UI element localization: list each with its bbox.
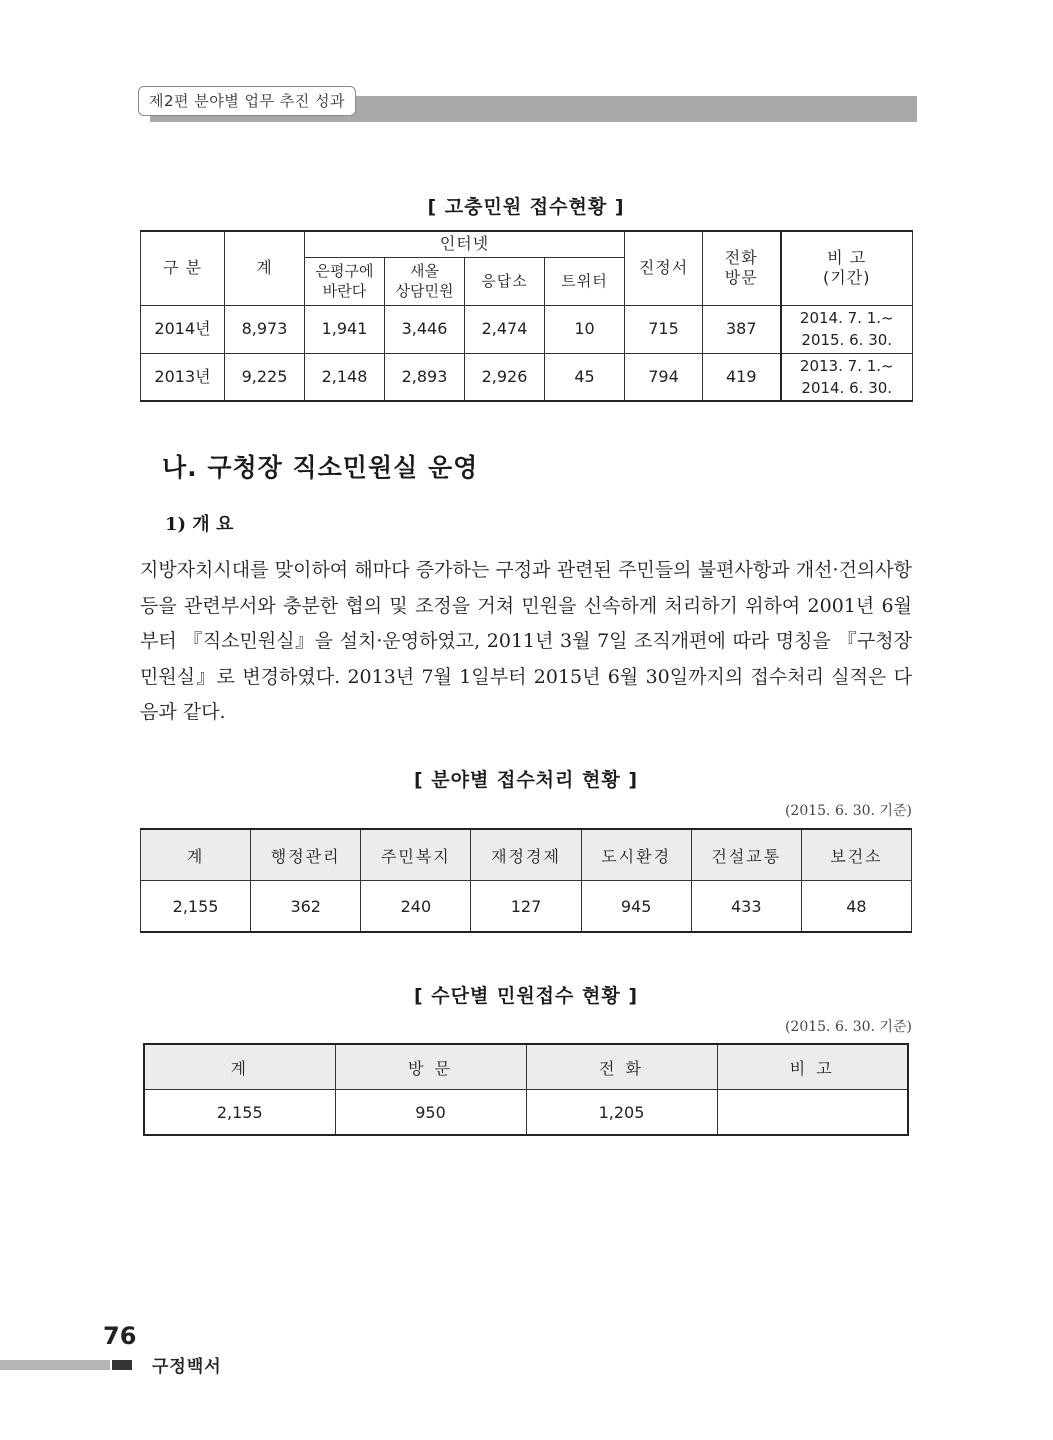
footer-bar	[0, 1360, 110, 1370]
header-internet-sub: 트위터	[545, 257, 625, 305]
header-internet-sub: 새올 상담민원	[385, 257, 465, 305]
value-cell: 2,155	[141, 881, 251, 933]
header-cell: 계	[141, 829, 251, 881]
value-cell: 240	[361, 881, 471, 933]
method-table	[143, 1043, 909, 1136]
header-total: 계	[225, 231, 305, 305]
row-year: 2014년	[141, 305, 225, 353]
section-tab: 제2편 분야별 업무 추진 성과	[138, 86, 356, 116]
row-value: 10	[545, 305, 625, 353]
row-value: 2,893	[385, 353, 465, 401]
table-row	[141, 305, 913, 353]
row-value: 2,926	[465, 353, 545, 401]
complaint-table	[140, 230, 913, 402]
table2-basis: (2015. 6. 30. 기준)	[784, 803, 912, 819]
row-total: 9,225	[225, 353, 305, 401]
table-row	[144, 1090, 908, 1136]
row-value: 45	[545, 353, 625, 401]
table2-caption: [ 분야별 접수처리 현황 ]	[413, 769, 638, 791]
value-cell: 945	[581, 881, 691, 933]
book-title: 구정백서	[152, 1357, 222, 1377]
table3-caption: [ 수단별 민원접수 현황 ]	[413, 985, 638, 1007]
header-cell: 주민복지	[361, 829, 471, 881]
header-cell: 방 문	[335, 1044, 526, 1090]
row-phone-visit: 419	[703, 353, 781, 401]
row-value: 2,474	[465, 305, 545, 353]
table-row	[141, 353, 913, 401]
row-value: 3,446	[385, 305, 465, 353]
row-petition: 794	[625, 353, 703, 401]
header-petition: 진정서	[625, 231, 703, 305]
header-cell: 비 고	[717, 1044, 908, 1090]
header-remarks: 비 고 (기간)	[781, 231, 913, 305]
header-internet-sub: 응답소	[465, 257, 545, 305]
header-internet-sub: 은평구에 바란다	[305, 257, 385, 305]
value-cell: 433	[691, 881, 801, 933]
row-period: 2014. 7. 1.~ 2015. 6. 30.	[781, 305, 913, 353]
row-phone-visit: 387	[703, 305, 781, 353]
value-cell: 48	[801, 881, 911, 933]
header-category: 구 분	[141, 231, 225, 305]
table-row	[141, 881, 912, 933]
header-phone-visit: 전화 방문	[703, 231, 781, 305]
row-petition: 715	[625, 305, 703, 353]
field-table	[140, 828, 912, 933]
header-cell: 행정관리	[251, 829, 361, 881]
footer-square	[112, 1360, 132, 1370]
header-internet: 인터넷	[305, 231, 625, 257]
row-year: 2013년	[141, 353, 225, 401]
value-cell: 127	[471, 881, 581, 933]
section-title: 나. 구청장 직소민원실 운영	[162, 453, 479, 482]
header-cell: 계	[144, 1044, 335, 1090]
row-total: 8,973	[225, 305, 305, 353]
row-value: 1,941	[305, 305, 385, 353]
body-paragraph: 지방자치시대를 맞이하여 해마다 증가하는 구정과 관련된 주민들의 불편사항과 개선·건의사항 등을 관련부서와 충분한 협의 및 조정을 거쳐 민원을 신속하게 처리하기 위하여 2001년 6월부터 『직소민원실』을 설치·운영하였고, 2011년 3월 7일 조직개편에 따라 명칭을 『구청장 민원실』로 변경하였다. 2013년 7월 1일부터 2015년 6월 30일까지의 접수처리 실적은 다음과 같다.	[140, 559, 912, 723]
value-cell: 950	[335, 1090, 526, 1136]
header-cell: 보건소	[801, 829, 911, 881]
header-cell: 도시환경	[581, 829, 691, 881]
value-cell: 362	[251, 881, 361, 933]
header-cell: 전 화	[526, 1044, 717, 1090]
page-number: 76	[103, 1322, 137, 1350]
value-cell: 2,155	[144, 1090, 335, 1136]
table1-caption: [ 고충민원 접수현황 ]	[427, 196, 625, 218]
value-cell	[717, 1090, 908, 1136]
table3-basis: (2015. 6. 30. 기준)	[784, 1019, 912, 1035]
row-value: 2,148	[305, 353, 385, 401]
header-cell: 재정경제	[471, 829, 581, 881]
header-cell: 건설교통	[691, 829, 801, 881]
section-subtitle: 1) 개 요	[165, 514, 234, 535]
row-period: 2013. 7. 1.~ 2014. 6. 30.	[781, 353, 913, 401]
value-cell: 1,205	[526, 1090, 717, 1136]
